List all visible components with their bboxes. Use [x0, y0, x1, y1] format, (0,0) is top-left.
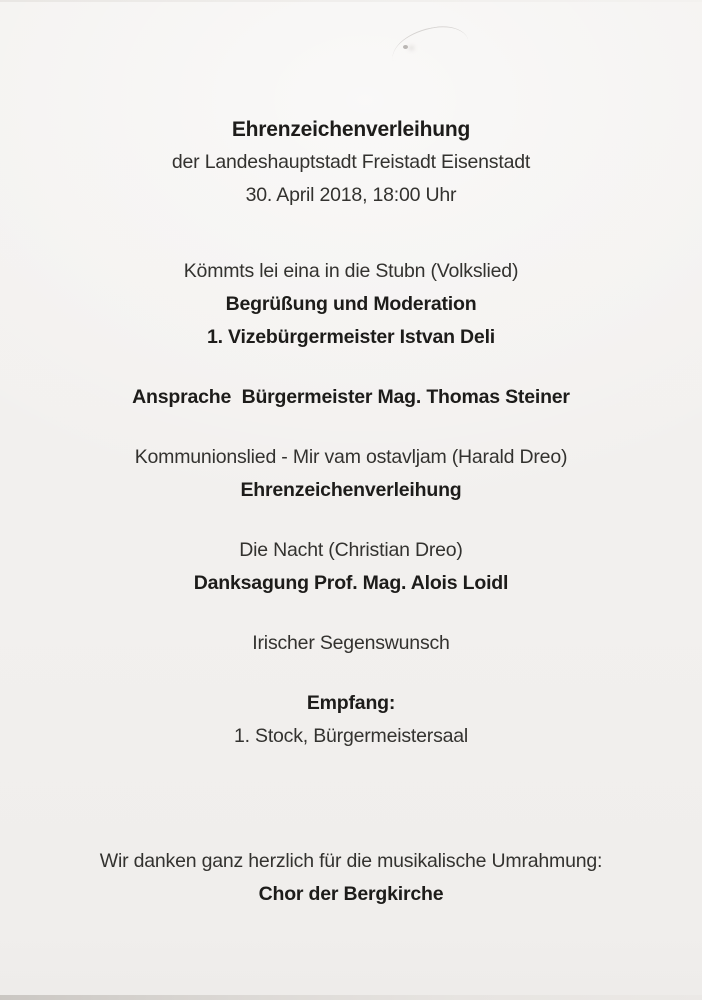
program-item-ceremony: Ehrenzeichenverleihung — [240, 479, 462, 501]
program-section-blessing — [0, 627, 702, 660]
reception-heading: Empfang: — [306, 692, 396, 714]
song-title: Die Nacht (Christian Dreo) — [239, 539, 463, 561]
thanks-note: Wir danken ganz herzlich für die musikalische Umrahmung: — [99, 850, 603, 872]
reception-location: 1. Stock, Bürgermeistersaal — [233, 725, 469, 747]
program-section-speech — [0, 381, 702, 414]
scan-smudge-dot — [403, 45, 408, 49]
program-section-opening — [0, 255, 702, 354]
document-header — [0, 113, 702, 212]
program-item-blessing: Irischer Segenswunsch — [252, 632, 450, 654]
document-subtitle: der Landeshauptstadt Freistadt Eisenstadt — [171, 151, 531, 173]
program-section-ceremony — [0, 441, 702, 507]
scan-bottom-edge — [0, 995, 702, 1000]
document-footer — [0, 845, 702, 911]
document-title: Ehrenzeichenverleihung — [231, 118, 471, 141]
program-section-reception — [0, 687, 702, 753]
program-section-thanksgiving — [0, 534, 702, 600]
song-title: Kömmts lei eina in die Stubn (Volkslied) — [183, 260, 519, 282]
scan-top-edge — [0, 0, 702, 2]
program-item-greeting: Begrüßung und Moderation — [225, 293, 477, 315]
song-title: Kommunionslied - Mir vam ostavljam (Harald Dreo) — [134, 446, 568, 468]
program-item-speech: Ansprache Bürgermeister Mag. Thomas Steiner — [132, 386, 570, 408]
program-item-moderator: 1. Vizebürgermeister Istvan Deli — [206, 326, 496, 348]
performer-name: Chor der Bergkirche — [258, 883, 444, 905]
event-date-time: 30. April 2018, 18:00 Uhr — [245, 184, 457, 206]
program-item-thanksgiving: Danksagung Prof. Mag. Alois Loidl — [193, 572, 509, 594]
